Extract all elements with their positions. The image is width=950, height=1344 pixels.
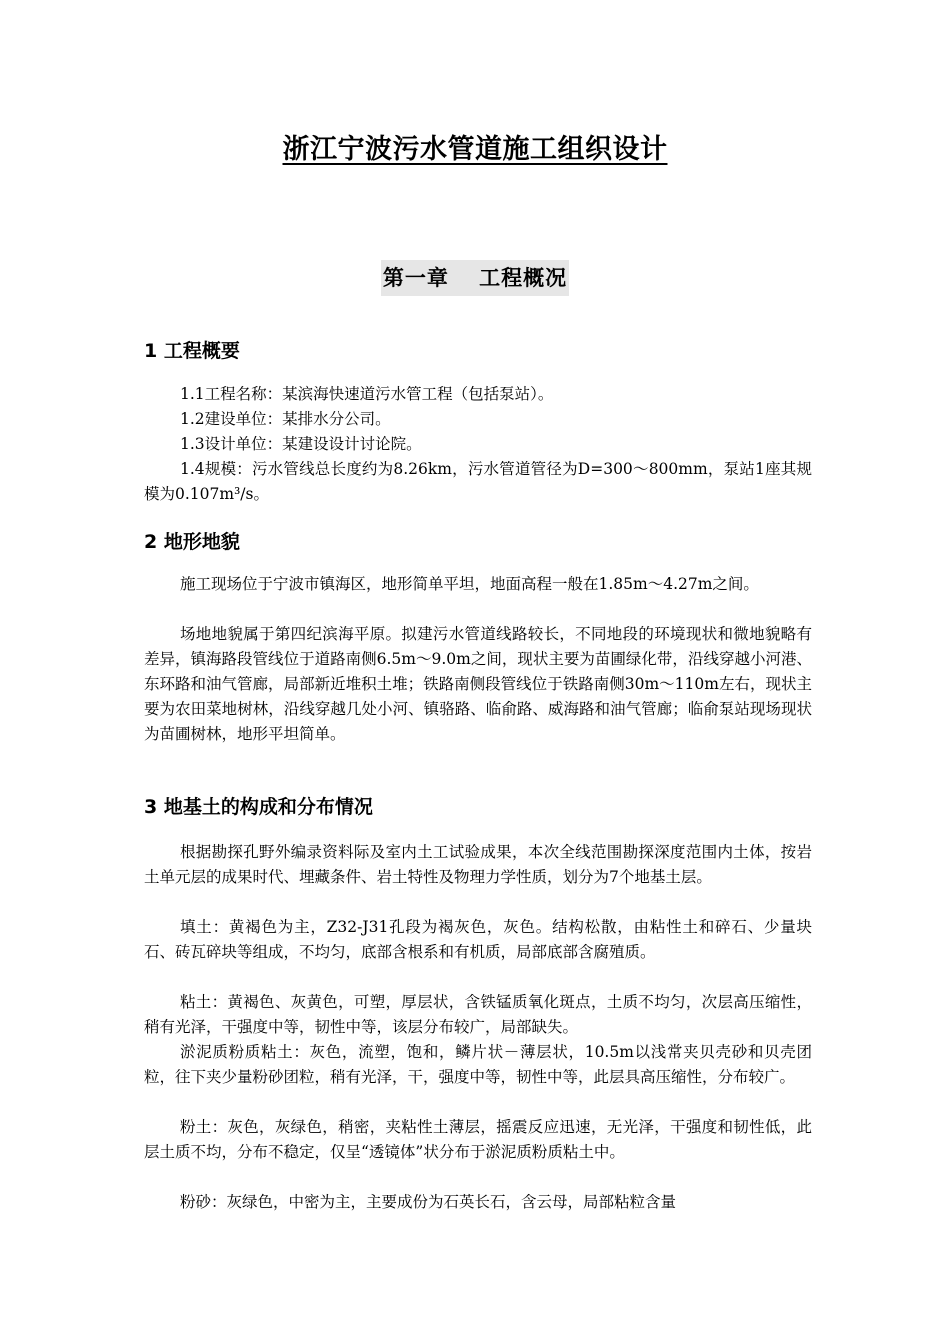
document-title: 浙江宁波污水管道施工组织设计 [282, 134, 668, 165]
paragraph: 施工现场位于宁波市镇海区，地形简单平坦，地面高程一般在1.85m～4.27m之间。 [180, 575, 759, 593]
chapter-heading-container [0, 260, 950, 296]
paragraph: 粉土：灰色，灰绿色，稍密，夹粘性土薄层，摇震反应迅速，无光泽，干强度和韧性低，此层土质不均，分布不稳定，仅呈“透镜体”状分布于淤泥质粉质粘土中。 [144, 1118, 812, 1161]
section-heading-3: 3 地基土的构成和分布情况 [144, 796, 373, 818]
paragraph: 场地地貌属于第四纪滨海平原。拟建污水管道线路较长，不同地段的环境现状和微地貌略有差异，镇海路段管线位于道路南侧6.5m～9.0m之间，现状主要为苗圃绿化带，沿线穿越小河港、东环路和油气管廊，局部新近堆积土堆；铁路南侧段管线位于铁路南侧30m～110m左右，现状主要为农田菜地树林，沿线穿越几处小河、镇骆路、临俞路、威海路和油气管廊；临俞泵站现场现状为苗圃树林，地形平坦简单。 [144, 625, 812, 743]
paragraph: 1.2建设单位：某排水分公司。 [180, 410, 391, 428]
paragraph: 粘土：黄褐色、灰黄色，可塑，厚层状，含铁锰质氧化斑点，土质不均匀，次层高压缩性，稍有光泽，干强度中等，韧性中等，该层分布较广，局部缺失。 [144, 993, 812, 1036]
section-heading-1: 1 工程概要 [144, 340, 240, 362]
paragraph: 淤泥质粉质粘土：灰色，流塑，饱和，鳞片状－薄层状，10.5m以浅常夹贝壳砂和贝壳团粒，往下夹少量粉砂团粒，稍有光泽，干，强度中等，韧性中等，此层具高压缩性，分布较广。 [144, 1043, 812, 1086]
paragraph: 根据勘探孔野外编录资料际及室内土工试验成果，本次全线范围勘探深度范围内土体，按岩土单元层的成果时代、埋藏条件、岩土特性及物理力学性质，划分为7个地基土层。 [144, 843, 812, 886]
paragraph: 1.4规模：污水管线总长度约为8.26km，污水管道管径为D=300～800mm，泵站1座其规模为0.107m³/s。 [144, 460, 812, 503]
paragraph: 1.1工程名称：某滨海快速道污水管工程（包括泵站）。 [180, 385, 554, 403]
paragraph: 1.3设计单位：某建设设计讨论院。 [180, 435, 422, 453]
section-heading-2: 2 地形地貌 [144, 531, 240, 553]
paragraph: 粉砂：灰绿色，中密为主，主要成份为石英长石，含云母，局部粘粒含量 [180, 1193, 677, 1211]
chapter-heading: 第一章 工程概况 [381, 260, 569, 296]
paragraph: 填土：黄褐色为主，Z32-J31孔段为褐灰色，灰色。结构松散，由粘性土和碎石、少量块石、砖瓦碎块等组成，不均匀，底部含根系和有机质，局部底部含腐殖质。 [144, 918, 812, 961]
